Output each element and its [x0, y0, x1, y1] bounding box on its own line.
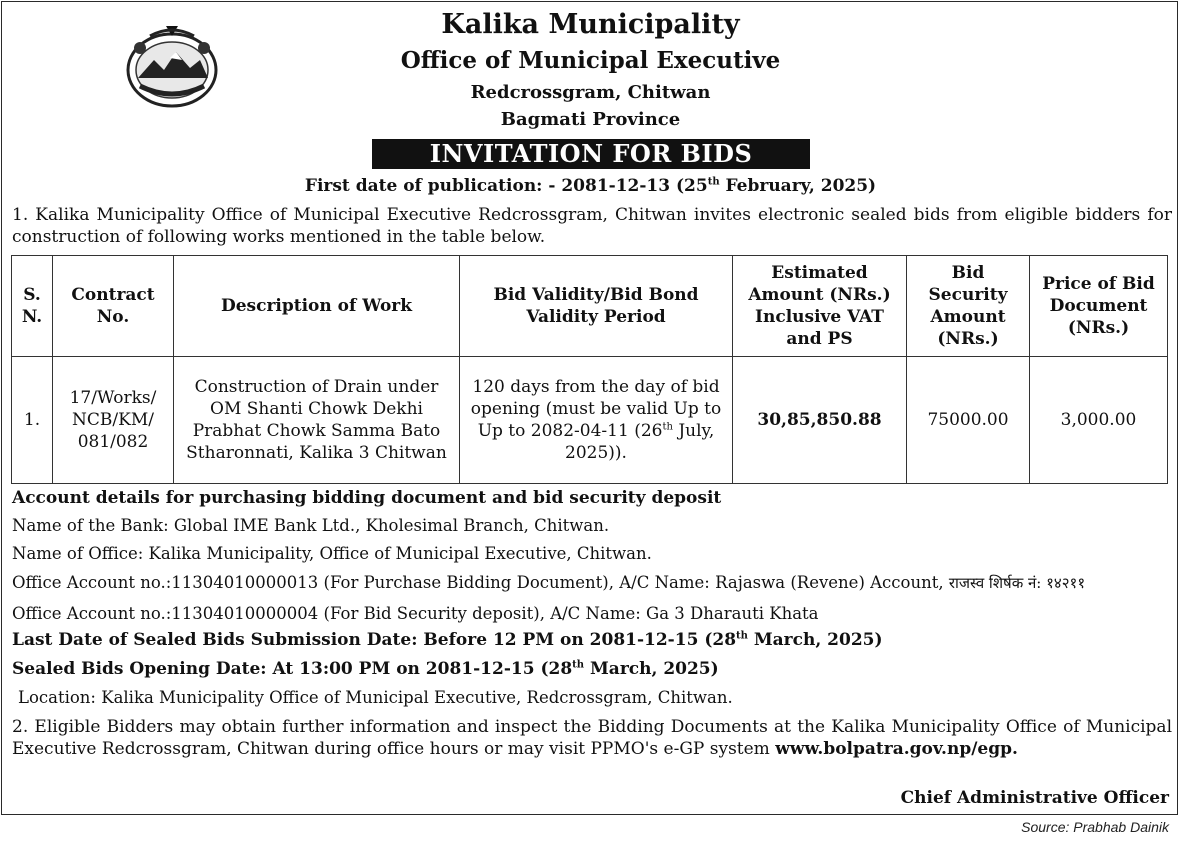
publication-date — [0, 176, 1181, 196]
egp-link[interactable]: www.bolpatra.gov.np/egp. — [775, 739, 1018, 759]
office-name: Name of Office: Kalika Municipality, Office of Municipal Executive, Chitwan. — [12, 544, 652, 563]
publication-date-text: First date of publication: - 2081-12-13 (25 — [304, 176, 708, 196]
header-contract-no: Contract No. — [53, 256, 174, 357]
municipality-title: Kalika Municipality — [441, 9, 740, 40]
bid-table — [11, 255, 1168, 484]
cell-bid-security: 75000.00 — [907, 357, 1030, 484]
province-line: Bagmati Province — [500, 109, 681, 130]
cell-bid-validity — [460, 357, 733, 484]
cell-document-price: 3,000.00 — [1030, 357, 1168, 484]
revenue-heading-number: राजस्व शिर्षक नं: १४२११ — [948, 574, 1086, 592]
submission-deadline-suffix: th — [736, 630, 748, 642]
address-line: Redcrossgram, Chitwan — [470, 82, 711, 103]
opening-date-suffix: th — [572, 659, 585, 671]
invitation-paragraph: 1. Kalika Municipality Office of Municipal Executive Redcrossgram, Chitwan invites electronic sealed bids from eligible bidders for construction of following works mentioned in the table below. — [12, 205, 1172, 247]
source-credit: Source: Prabhab Dainik — [1021, 819, 1169, 835]
invitation-banner: INVITATION FOR BIDS — [372, 139, 810, 169]
office-title: Office of Municipal Executive — [400, 47, 781, 74]
cell-bid-validity-end: July, 2025)). — [565, 421, 715, 463]
cell-estimated-amount: 30,85,850.88 — [733, 357, 907, 484]
further-info-text: 2. Eligible Bidders may obtain further information and inspect the Bidding Documents at the Kalika Municipality Office of Municipal Executive Redcrossgram, Chitwan during office hours or may visit PPMO's e-GP system — [12, 717, 1172, 759]
purchase-account-line — [12, 573, 1085, 593]
publication-date-suffix: th — [707, 176, 720, 188]
table-header-row — [12, 256, 1168, 357]
header-sn: S. N. — [12, 256, 53, 357]
header-document-price: Price of Bid Document (NRs.) — [1030, 256, 1168, 357]
location-line: Location: Kalika Municipality Office of Municipal Executive, Redcrossgram, Chitwan. — [18, 688, 733, 707]
header-estimated-amount: Estimated Amount (NRs.) Inclusive VAT and PS — [733, 256, 907, 357]
header-bid-security: Bid Security Amount (NRs.) — [907, 256, 1030, 357]
publication-date-month: February, 2025) — [719, 176, 877, 196]
purchase-account-text: Office Account no.:11304010000013 (For Purchase Bidding Document), A/C Name: Rajaswa (Revene) Account, — [12, 573, 944, 592]
security-account-line: Office Account no.:11304010000004 (For Bid Security deposit), A/C Name: Ga 3 Dharauti Khata — [12, 604, 819, 623]
cell-bid-validity-suffix: th — [662, 421, 673, 433]
opening-date-month: March, 2025) — [584, 659, 719, 679]
header-bid-validity: Bid Validity/Bid Bond Validity Period — [460, 256, 733, 357]
further-info-paragraph — [12, 716, 1172, 760]
bank-name: Name of the Bank: Global IME Bank Ltd., Kholesimal Branch, Chitwan. — [12, 516, 610, 535]
opening-date — [12, 659, 719, 679]
opening-date-text: Sealed Bids Opening Date: At 13:00 PM on 2081-12-15 (28 — [12, 659, 573, 679]
submission-deadline-text: Last Date of Sealed Bids Submission Date: Before 12 PM on 2081-12-15 (28 — [12, 630, 737, 650]
header-description: Description of Work — [174, 256, 460, 357]
submission-deadline-month: March, 2025) — [747, 630, 883, 650]
table-row — [12, 357, 1168, 484]
signature-title: Chief Administrative Officer — [900, 788, 1169, 808]
cell-contract-no: 17/Works/ NCB/KM/ 081/082 — [53, 357, 174, 484]
cell-sn: 1. — [12, 357, 53, 484]
cell-description: Construction of Drain under OM Shanti Chowk Dekhi Prabhat Chowk Samma Bato Stharonnati, Kalika 3 Chitwan — [174, 357, 460, 484]
cell-bid-validity-text: 120 days from the day of bid opening (must be valid Up to Up to 2082-04-11 (26 — [470, 377, 722, 441]
account-heading: Account details for purchasing bidding document and bid security deposit — [12, 488, 722, 508]
submission-deadline — [12, 630, 883, 650]
